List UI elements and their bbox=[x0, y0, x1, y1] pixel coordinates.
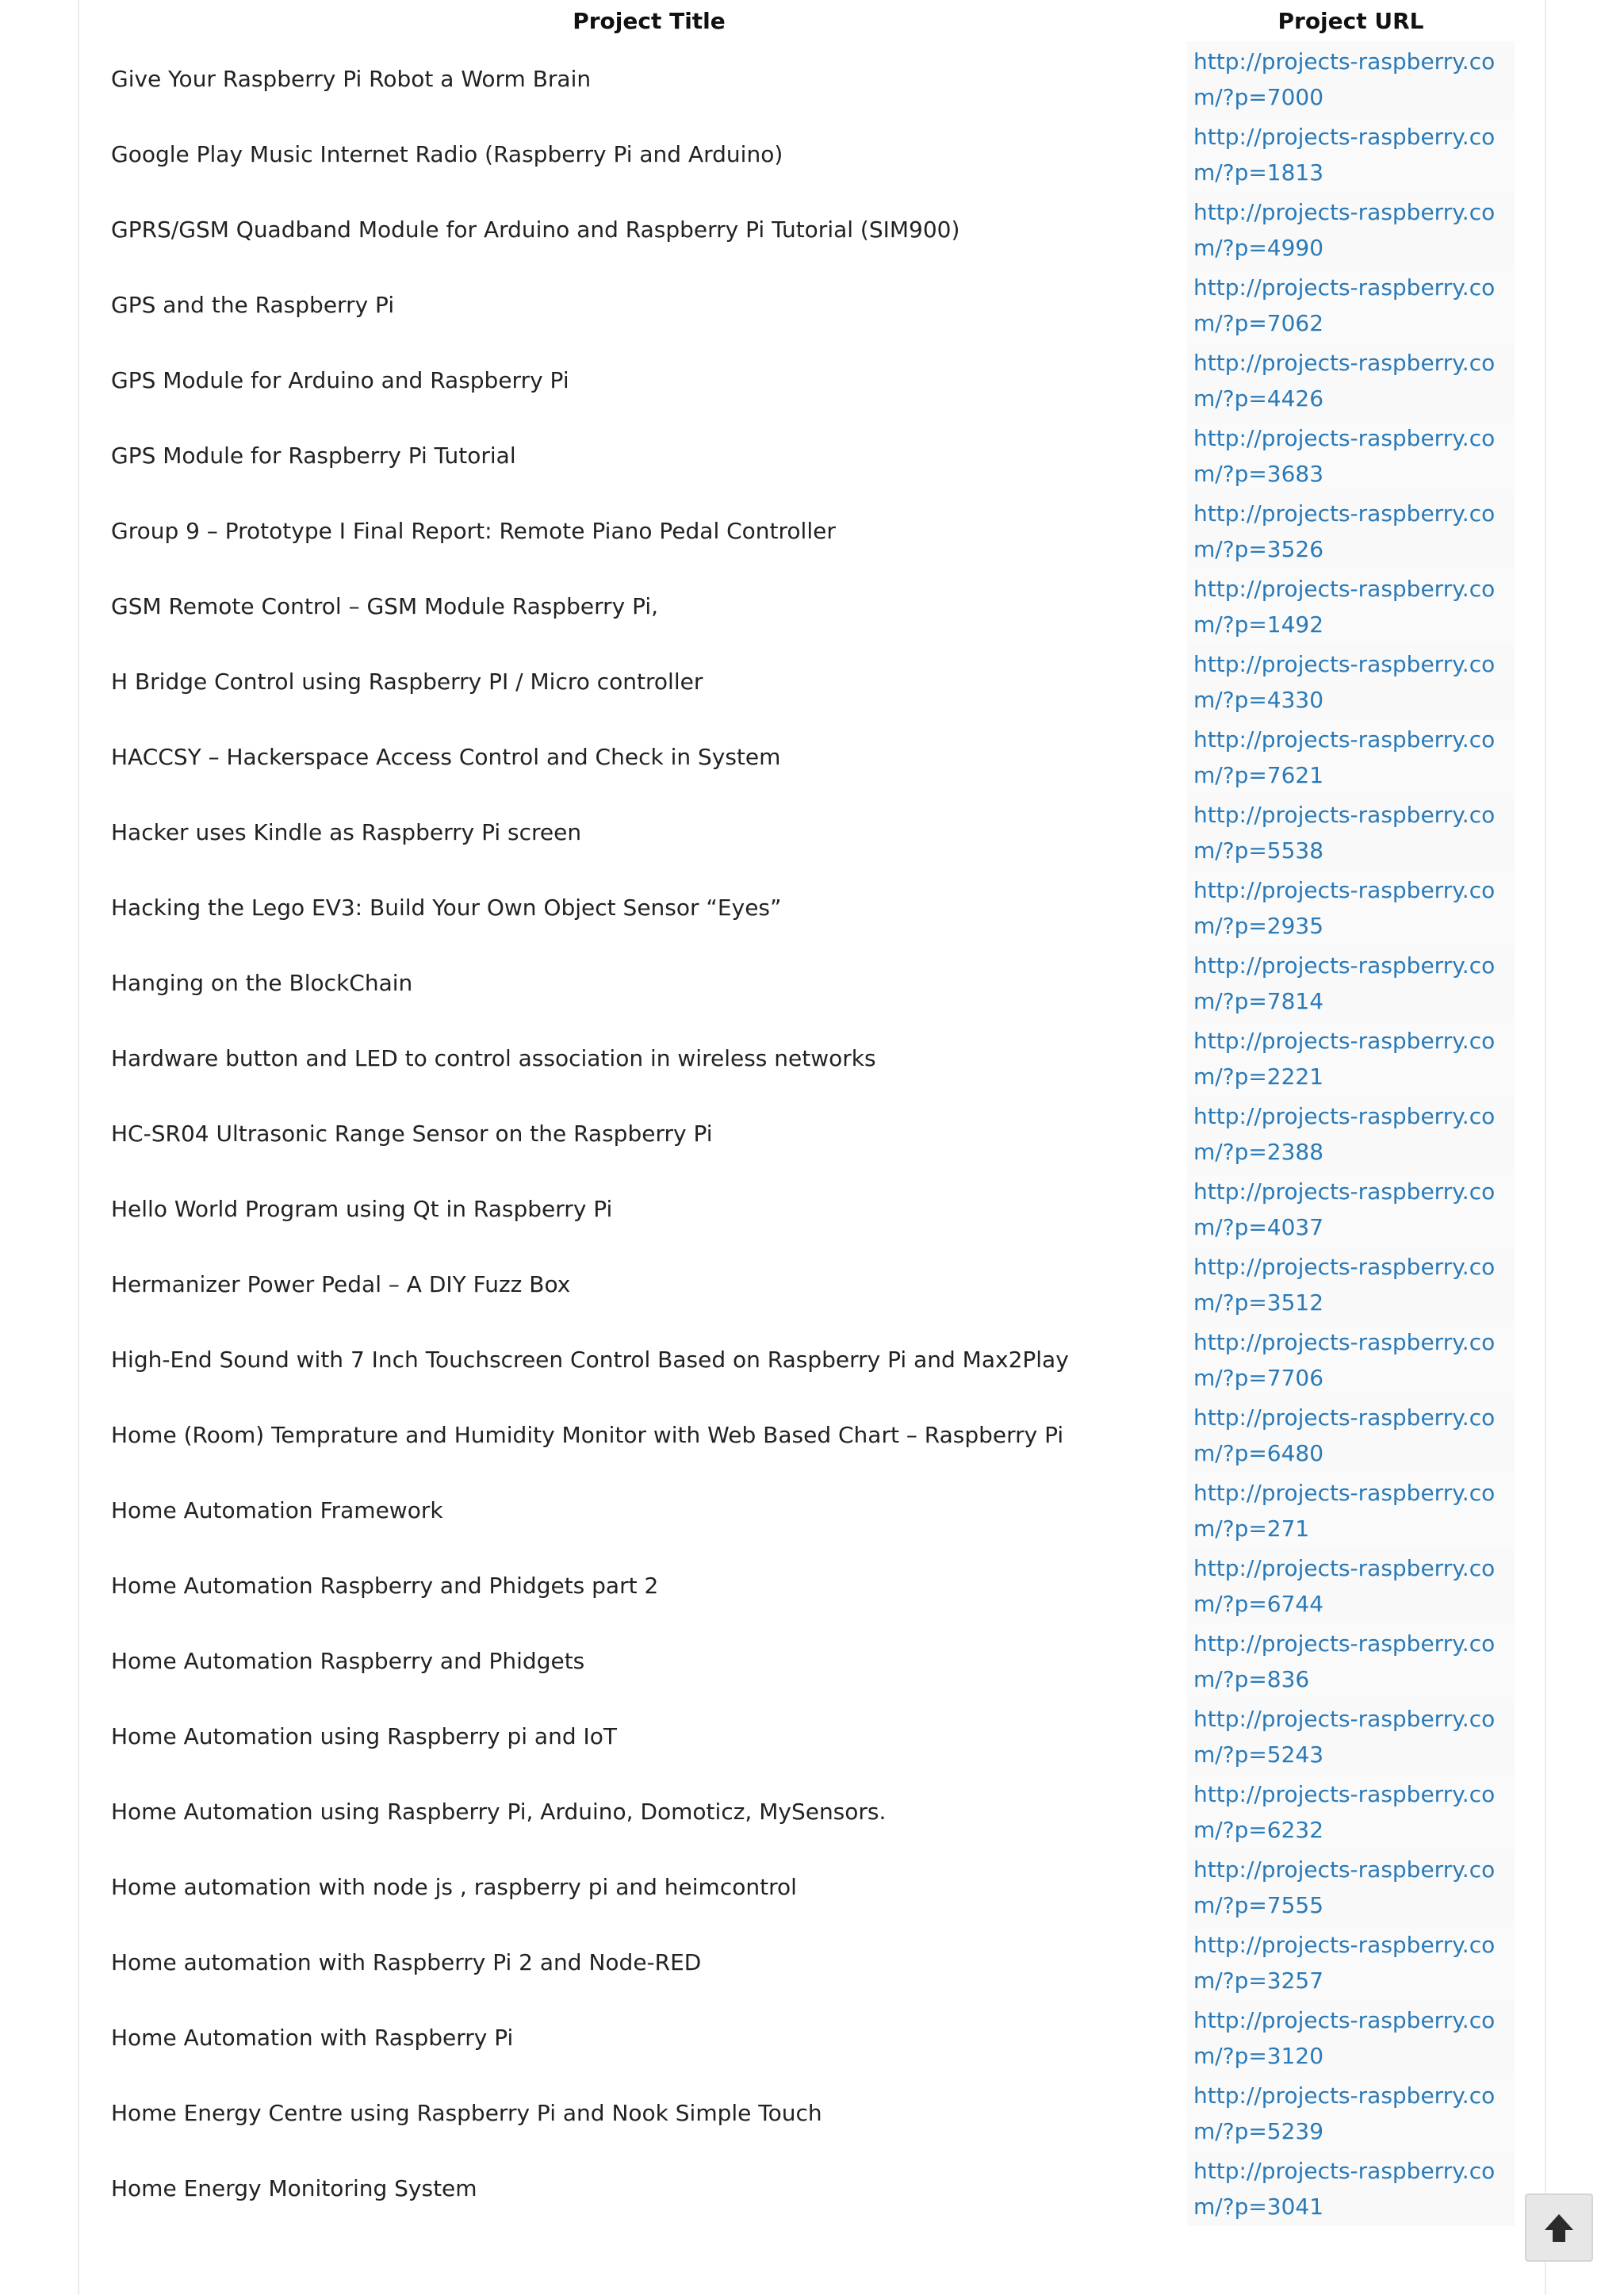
project-title-cell: GPS Module for Arduino and Raspberry Pi bbox=[111, 366, 569, 393]
project-url-link[interactable]: http://projects-raspberry.com/?p=3512 bbox=[1193, 1253, 1496, 1316]
project-url-link[interactable]: http://projects-raspberry.com/?p=3257 bbox=[1193, 1931, 1496, 1994]
table-row bbox=[111, 1699, 1515, 1774]
table-row bbox=[111, 1623, 1515, 1699]
project-title-cell: Hello World Program using Qt in Raspberry Pi bbox=[111, 1195, 613, 1222]
table-row bbox=[111, 1774, 1515, 1849]
table-row bbox=[111, 1021, 1515, 1096]
arrow-up-icon bbox=[1542, 2210, 1576, 2245]
project-url-link[interactable]: http://projects-raspberry.com/?p=4037 bbox=[1193, 1178, 1496, 1240]
project-title-cell: Home Energy Monitoring System bbox=[111, 2174, 477, 2201]
table-row bbox=[111, 267, 1515, 343]
project-url-link[interactable]: http://projects-raspberry.com/?p=5239 bbox=[1193, 2082, 1496, 2144]
table-row bbox=[111, 1322, 1515, 1397]
table-header-row bbox=[111, 0, 1515, 41]
project-url-cell bbox=[1187, 117, 1515, 192]
project-url-link[interactable]: http://projects-raspberry.com/?p=7706 bbox=[1193, 1328, 1496, 1391]
project-url-link[interactable]: http://projects-raspberry.com/?p=4990 bbox=[1193, 198, 1496, 261]
project-url-cell bbox=[1187, 41, 1515, 117]
project-url-link[interactable]: http://projects-raspberry.com/?p=3526 bbox=[1193, 500, 1496, 562]
project-url-cell bbox=[1187, 418, 1515, 493]
project-title-cell: High-End Sound with 7 Inch Touchscreen Control Based on Raspberry Pi and Max2Play bbox=[111, 1346, 1069, 1373]
back-to-top-button[interactable] bbox=[1525, 2193, 1593, 2262]
project-url-link[interactable]: http://projects-raspberry.com/?p=3041 bbox=[1193, 2157, 1496, 2220]
table-row bbox=[111, 1096, 1515, 1171]
project-url-cell bbox=[1187, 1171, 1515, 1247]
table-row bbox=[111, 41, 1515, 117]
project-title-cell: Hardware button and LED to control association in wireless networks bbox=[111, 1044, 876, 1071]
project-url-cell bbox=[1187, 644, 1515, 719]
project-title-cell: GPRS/GSM Quadband Module for Arduino and Raspberry Pi Tutorial (SIM900) bbox=[111, 216, 960, 243]
project-url-cell bbox=[1187, 1397, 1515, 1473]
table-row bbox=[111, 1171, 1515, 1247]
project-url-cell bbox=[1187, 870, 1515, 945]
project-url-link[interactable]: http://projects-raspberry.com/?p=4330 bbox=[1193, 650, 1496, 713]
project-url-link[interactable]: http://projects-raspberry.com/?p=6744 bbox=[1193, 1554, 1496, 1617]
project-url-link[interactable]: http://projects-raspberry.com/?p=6480 bbox=[1193, 1404, 1496, 1466]
table-body bbox=[111, 41, 1515, 2226]
project-url-cell bbox=[1187, 719, 1515, 795]
project-title-cell: Hacking the Lego EV3: Build Your Own Object Sensor “Eyes” bbox=[111, 894, 782, 921]
table-row bbox=[111, 192, 1515, 267]
project-url-cell bbox=[1187, 343, 1515, 418]
project-title-cell: GSM Remote Control – GSM Module Raspberry Pi, bbox=[111, 592, 659, 619]
table-row bbox=[111, 2075, 1515, 2151]
project-url-link[interactable]: http://projects-raspberry.com/?p=2388 bbox=[1193, 1102, 1496, 1165]
table-row bbox=[111, 493, 1515, 569]
project-url-link[interactable]: http://projects-raspberry.com/?p=836 bbox=[1193, 1630, 1496, 1692]
project-title-cell: Hanging on the BlockChain bbox=[111, 969, 413, 996]
project-title-cell: Home Energy Centre using Raspberry Pi and Nook Simple Touch bbox=[111, 2099, 822, 2126]
project-url-cell bbox=[1187, 2000, 1515, 2075]
project-url-link[interactable]: http://projects-raspberry.com/?p=4426 bbox=[1193, 349, 1496, 412]
project-url-link[interactable]: http://projects-raspberry.com/?p=1492 bbox=[1193, 575, 1496, 638]
project-title-cell: Home automation with Raspberry Pi 2 and Node-RED bbox=[111, 1948, 702, 1975]
project-url-cell bbox=[1187, 192, 1515, 267]
project-title-cell: Home Automation with Raspberry Pi bbox=[111, 2024, 514, 2051]
table-row bbox=[111, 117, 1515, 192]
table-row bbox=[111, 1397, 1515, 1473]
table-row bbox=[111, 1548, 1515, 1623]
project-url-cell bbox=[1187, 1699, 1515, 1774]
project-url-cell bbox=[1187, 1623, 1515, 1699]
table-row bbox=[111, 1473, 1515, 1548]
project-title-cell: Google Play Music Internet Radio (Raspberry Pi and Arduino) bbox=[111, 140, 783, 167]
project-url-link[interactable]: http://projects-raspberry.com/?p=2935 bbox=[1193, 876, 1496, 939]
table-row bbox=[111, 795, 1515, 870]
projects-table bbox=[111, 0, 1515, 2226]
project-title-cell: Home Automation Framework bbox=[111, 1496, 443, 1523]
project-url-cell bbox=[1187, 2151, 1515, 2226]
project-url-link[interactable]: http://projects-raspberry.com/?p=7621 bbox=[1193, 726, 1496, 788]
project-url-link[interactable]: http://projects-raspberry.com/?p=3120 bbox=[1193, 2006, 1496, 2069]
project-title-cell: Hacker uses Kindle as Raspberry Pi screen bbox=[111, 818, 582, 845]
project-url-cell bbox=[1187, 569, 1515, 644]
project-url-cell bbox=[1187, 1774, 1515, 1849]
project-url-link[interactable]: http://projects-raspberry.com/?p=2221 bbox=[1193, 1027, 1496, 1090]
project-title-cell: Hermanizer Power Pedal – A DIY Fuzz Box bbox=[111, 1270, 571, 1297]
project-url-link[interactable]: http://projects-raspberry.com/?p=7555 bbox=[1193, 1856, 1496, 1918]
project-url-cell bbox=[1187, 1096, 1515, 1171]
project-url-cell bbox=[1187, 1925, 1515, 2000]
project-url-cell bbox=[1187, 1322, 1515, 1397]
project-url-link[interactable]: http://projects-raspberry.com/?p=3683 bbox=[1193, 424, 1496, 487]
table-row bbox=[111, 343, 1515, 418]
project-url-link[interactable]: http://projects-raspberry.com/?p=7814 bbox=[1193, 952, 1496, 1014]
project-url-link[interactable]: http://projects-raspberry.com/?p=1813 bbox=[1193, 123, 1496, 186]
project-url-link[interactable]: http://projects-raspberry.com/?p=5243 bbox=[1193, 1705, 1496, 1768]
project-title-cell: HACCSY – Hackerspace Access Control and Check in System bbox=[111, 743, 781, 770]
project-url-link[interactable]: http://projects-raspberry.com/?p=271 bbox=[1193, 1479, 1496, 1542]
project-url-link[interactable]: http://projects-raspberry.com/?p=6232 bbox=[1193, 1780, 1496, 1843]
project-title-cell: Home automation with node js , raspberry pi and heimcontrol bbox=[111, 1873, 797, 1900]
project-title-cell: HC-SR04 Ultrasonic Range Sensor on the Raspberry Pi bbox=[111, 1120, 713, 1147]
project-title-cell: Home Automation using Raspberry pi and IoT bbox=[111, 1722, 617, 1749]
project-url-cell bbox=[1187, 1247, 1515, 1322]
table-row bbox=[111, 870, 1515, 945]
table-row bbox=[111, 945, 1515, 1021]
project-url-cell bbox=[1187, 1548, 1515, 1623]
table-row bbox=[111, 1247, 1515, 1322]
project-title-cell: Home (Room) Temprature and Humidity Monitor with Web Based Chart – Raspberry Pi bbox=[111, 1421, 1064, 1448]
table-row bbox=[111, 719, 1515, 795]
project-title-cell: GPS and the Raspberry Pi bbox=[111, 291, 395, 318]
project-title-cell: H Bridge Control using Raspberry PI / Micro controller bbox=[111, 668, 703, 695]
project-url-cell bbox=[1187, 2075, 1515, 2151]
project-title-cell: Home Automation using Raspberry Pi, Arduino, Domoticz, MySensors. bbox=[111, 1798, 887, 1825]
table-row bbox=[111, 644, 1515, 719]
project-url-cell bbox=[1187, 795, 1515, 870]
project-title-cell: Home Automation Raspberry and Phidgets part 2 bbox=[111, 1572, 659, 1599]
project-url-cell bbox=[1187, 1473, 1515, 1548]
project-url-cell bbox=[1187, 945, 1515, 1021]
table-row bbox=[111, 1849, 1515, 1925]
project-url-cell bbox=[1187, 1021, 1515, 1096]
table-row bbox=[111, 1925, 1515, 2000]
header-project-url: Project URL bbox=[1277, 7, 1424, 34]
project-url-cell bbox=[1187, 1849, 1515, 1925]
project-url-link[interactable]: http://projects-raspberry.com/?p=7062 bbox=[1193, 274, 1496, 336]
project-title-cell: Group 9 – Prototype I Final Report: Remote Piano Pedal Controller bbox=[111, 517, 836, 544]
content-panel bbox=[78, 0, 1546, 2295]
project-title-cell: Give Your Raspberry Pi Robot a Worm Brain bbox=[111, 65, 592, 92]
project-title-cell: Home Automation Raspberry and Phidgets bbox=[111, 1647, 585, 1674]
project-title-cell: GPS Module for Raspberry Pi Tutorial bbox=[111, 442, 516, 469]
project-url-link[interactable]: http://projects-raspberry.com/?p=7000 bbox=[1193, 48, 1496, 110]
project-url-link[interactable]: http://projects-raspberry.com/?p=5538 bbox=[1193, 801, 1496, 864]
project-url-cell bbox=[1187, 493, 1515, 569]
table-row bbox=[111, 569, 1515, 644]
project-url-cell bbox=[1187, 267, 1515, 343]
header-project-title: Project Title bbox=[573, 7, 726, 34]
table-row bbox=[111, 418, 1515, 493]
table-row bbox=[111, 2000, 1515, 2075]
table-row bbox=[111, 2151, 1515, 2226]
